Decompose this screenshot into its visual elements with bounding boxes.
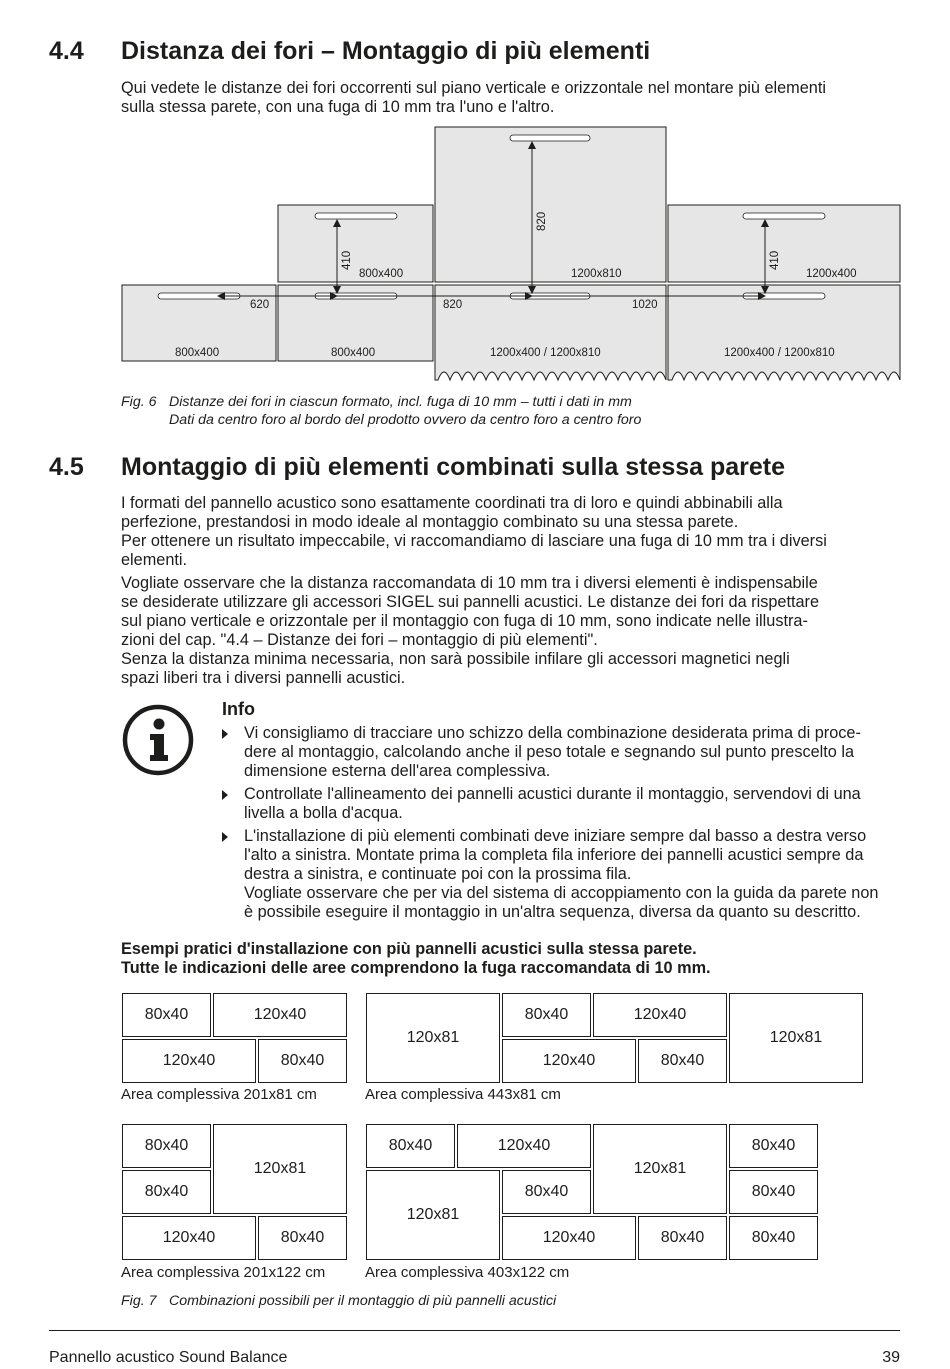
text-line: sulla stessa parete, con una fuga di 10 mm tra l'uno e l'altro. <box>121 98 555 116</box>
text-line: è possibile eseguire il montaggio in un'altra sequenza, diversa da quanto su descritto. <box>244 903 861 921</box>
panel-box: 80x40 <box>729 1216 818 1260</box>
footer-title: Pannello acustico Sound Balance <box>49 1349 288 1366</box>
hole-distance-diagram <box>0 0 950 390</box>
caption-line: Combinazioni possibili per il montaggio di più pannelli acustici <box>169 1293 557 1309</box>
text-line: l'alto a sinistra. Montate prima la completa fila inferiore dei pannelli acustici sempre da <box>244 846 864 864</box>
text-line: Esempi pratici d'installazione con più pannelli acustici sulla stessa parete. <box>121 940 697 958</box>
panel-box: 80x40 <box>258 1039 347 1083</box>
text-line: Vogliate osservare che per via del sistema di accoppiamento con la guida da parete non <box>244 884 879 902</box>
panel-box: 120x81 <box>213 1124 347 1214</box>
section-number: 4.4 <box>49 37 84 65</box>
page-number: 39 <box>882 1349 900 1366</box>
rail-slot <box>315 213 397 219</box>
area-label: Area complessiva 201x81 cm <box>121 1086 317 1103</box>
text-line: Controllate l'allineamento dei pannelli acustici durante il montaggio, servendovi di una <box>244 785 861 803</box>
text-line: Senza la distanza minima necessaria, non sarà possibile infilare gli accessori magnetici negli <box>121 650 790 668</box>
panel-box: 120x81 <box>366 993 500 1083</box>
figure-7-caption <box>121 1292 921 1310</box>
rail-slot <box>510 135 590 141</box>
label-top-right: 1200x400 <box>806 268 857 280</box>
bullet-arrow-icon <box>222 832 228 842</box>
panel-box: 120x81 <box>729 993 863 1083</box>
info-icon <box>121 703 195 777</box>
label-bottom-3: 1200x400 / 1200x810 <box>490 347 601 359</box>
section-title: Montaggio di più elementi combinati sulla stessa parete <box>121 453 786 481</box>
text-line: Vi consigliamo di tracciare uno schizzo della combinazione desiderata prima di proce- <box>244 724 861 742</box>
panel-box: 80x40 <box>502 1170 591 1214</box>
panel-box: 80x40 <box>122 1170 211 1214</box>
caption-line: Dati da centro foro al bordo del prodotto ovvero da centro foro a centro foro <box>169 412 642 428</box>
panel-box: 80x40 <box>258 1216 347 1260</box>
panel-box: 80x40 <box>729 1124 818 1168</box>
text-line: perfezione, prestandosi in modo ideale al montaggio combinato su una stessa parete. <box>121 513 739 531</box>
caption-line: Distanze dei fori in ciascun formato, incl. fuga di 10 mm – tutti i dati in mm <box>169 394 632 410</box>
label-top-center: 1200x810 <box>571 268 622 280</box>
panel-box: 120x40 <box>457 1124 591 1168</box>
label-bottom-4: 1200x400 / 1200x810 <box>724 347 835 359</box>
label-bottom-2: 800x400 <box>331 347 376 359</box>
examples-heading <box>121 940 711 978</box>
panel-box: 80x40 <box>638 1039 727 1083</box>
panel-box: 120x40 <box>502 1039 636 1083</box>
panel-box: 120x81 <box>366 1170 500 1260</box>
text-line: dimensione esterna dell'area complessiva. <box>244 762 551 780</box>
panel-box: 120x81 <box>593 1124 727 1214</box>
area-label: Area complessiva 201x122 cm <box>121 1264 326 1281</box>
paragraph-2 <box>121 574 911 688</box>
text-line: dere al montaggio, calcolando anche il peso totale e segnando sul punto prescelto la <box>244 743 855 761</box>
text-line: Vogliate osservare che la distanza raccomandata di 10 mm tra i diversi elementi è indispensabile <box>121 574 818 592</box>
panel-box: 120x40 <box>502 1216 636 1260</box>
panel-top-center <box>435 127 666 282</box>
figure-6-caption <box>121 393 921 429</box>
text-line: zioni del cap. "4.4 – Distanze dei fori – montaggio di più elementi". <box>121 631 598 649</box>
panel-box: 80x40 <box>502 993 591 1037</box>
text-line: elementi. <box>121 551 188 569</box>
panel-box: 80x40 <box>122 1124 211 1168</box>
rail-slot <box>743 213 825 219</box>
panel-box: 80x40 <box>122 993 211 1037</box>
text-line: spazi liberi tra i diversi pannelli acustici. <box>121 669 406 687</box>
dim-410-right: 410 <box>769 250 781 270</box>
info-title: Info <box>222 699 255 719</box>
paragraph-1 <box>121 494 911 570</box>
section-number: 4.5 <box>49 453 84 481</box>
section-title: Distanza dei fori – Montaggio di più elementi <box>121 37 651 65</box>
dim-410-left: 410 <box>341 250 353 270</box>
panel-box: 80x40 <box>366 1124 455 1168</box>
dim-820-vertical: 820 <box>536 211 548 231</box>
label-top-small: 800x400 <box>359 268 404 280</box>
label-bottom-1: 800x400 <box>175 347 220 359</box>
panel-box: 120x40 <box>593 993 727 1037</box>
footer-divider <box>49 1330 900 1331</box>
panel-box: 80x40 <box>729 1170 818 1214</box>
text-line: Tutte le indicazioni delle aree comprendono la fuga raccomandata di 10 mm. <box>121 959 711 977</box>
panel-box: 120x40 <box>122 1039 256 1083</box>
text-line: Per ottenere un risultato impeccabile, vi raccomandiamo di lasciare una fuga di 10 mm tra i diversi <box>121 532 827 550</box>
dim-1020: 1020 <box>632 299 658 311</box>
text-line: sul piano verticale e orizzontale per il montaggio con fuga di 10 mm, sono indicate nelle illustra- <box>121 612 808 630</box>
dim-820-horizontal: 820 <box>443 299 463 311</box>
text-line: se desiderate utilizzare gli accessori SIGEL sui pannelli acustici. Le distanze dei fori da rispettare <box>121 593 820 611</box>
figure-label: Fig. 6 <box>121 394 157 410</box>
bullet-arrow-icon <box>222 790 228 800</box>
text-line: Qui vedete le distanze dei fori occorrenti sul piano verticale e orizzontale nel montare più elementi <box>121 79 826 97</box>
text-line: I formati del pannello acustico sono esattamente coordinati tra di loro e quindi abbinabili alla <box>121 494 783 512</box>
bullet-arrow-icon <box>222 729 228 739</box>
panel-box: 120x40 <box>213 993 347 1037</box>
text-line: livella a bolla d'acqua. <box>244 804 403 822</box>
area-label: Area complessiva 403x122 cm <box>365 1264 570 1281</box>
text-line: L'installazione di più elementi combinati deve iniziare sempre dal basso a destra verso <box>244 827 867 845</box>
figure-label: Fig. 7 <box>121 1293 157 1309</box>
panel-box: 80x40 <box>638 1216 727 1260</box>
text-line: destra a sinistra, e continuate poi con la prossima fila. <box>244 865 632 883</box>
area-label: Area complessiva 443x81 cm <box>365 1086 561 1103</box>
panel-box: 120x40 <box>122 1216 256 1260</box>
dim-620: 620 <box>250 299 270 311</box>
